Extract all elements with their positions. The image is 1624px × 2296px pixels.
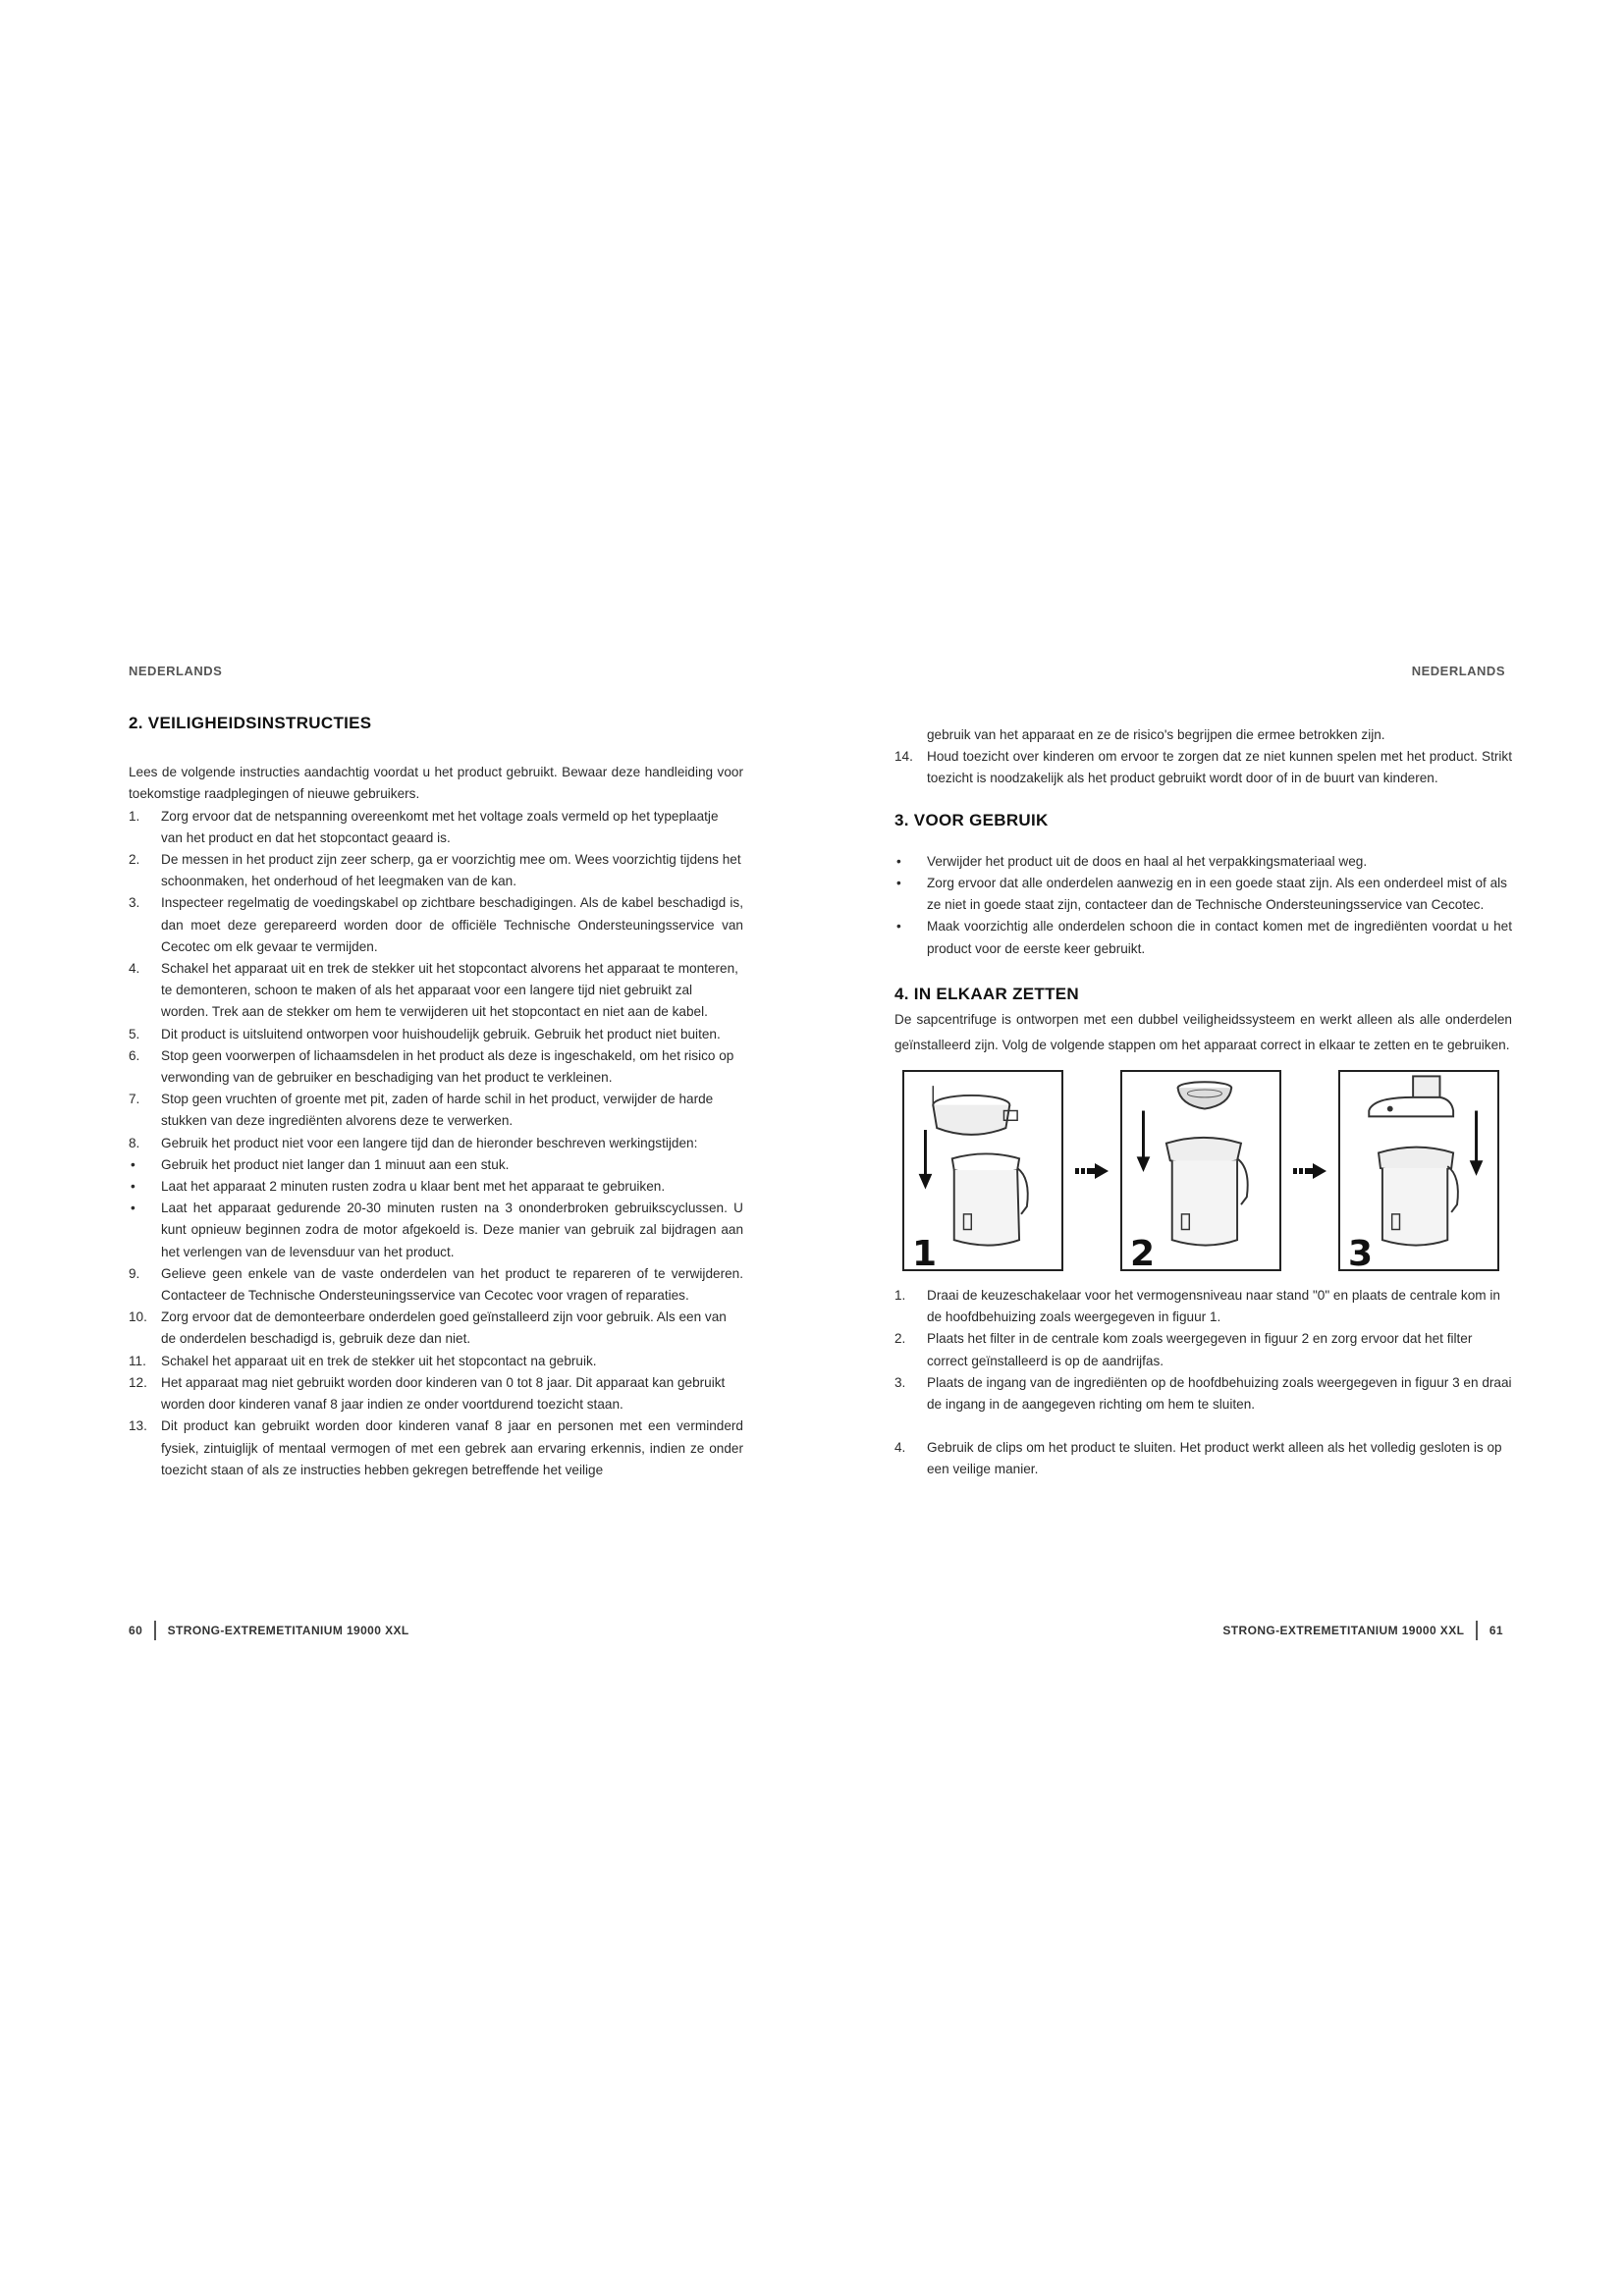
right-arrow-icon: [1291, 1070, 1328, 1271]
figure-label: 2: [1130, 1233, 1156, 1274]
assembly-step: 1. Draai de keuzeschakelaar voor het vermogensniveau naar stand "0" en plaats de centrale kom in de hoofdbehuizing zoals weergegeven in figuur 1.: [894, 1288, 1500, 1325]
figure-label: 1: [912, 1233, 938, 1274]
running-header-right: NEDERLANDS: [1411, 664, 1505, 678]
safety-item: 9. Gelieve geen enkele van de vaste onderdelen van het product te repareren of te verwijderen. Contacteer de Technische Ondersteuningsservice van Cecotec voor vragen of reparaties.: [129, 1265, 743, 1304]
footer-model-right: STRONG-EXTREMETITANIUM 19000 XXL: [1222, 1624, 1465, 1637]
before-use-bullet: • Maak voorzichtig alle onderdelen schoon die in contact komen met de ingrediënten voordat u het product voor de eerste keer gebruikt.: [896, 919, 1512, 956]
safety-bullet: • Gebruik het product niet langer dan 1 minuut aan een stuk.: [131, 1156, 510, 1172]
right-page-column: [894, 724, 1512, 1481]
running-header-left: NEDERLANDS: [129, 664, 223, 678]
assembly-step: 2. Plaats het filter in de centrale kom zoals weergegeven in figuur 2 en zorg ervoor dat het filter correct geïnstalleerd is op de aandrijfas.: [894, 1331, 1473, 1368]
footer-left: [129, 1621, 409, 1640]
footer-right: [1222, 1621, 1503, 1640]
safety-bullet: • Laat het apparaat 2 minuten rusten zodra u klaar bent met het apparaat te gebruiken.: [131, 1179, 666, 1195]
section-title-safety: 2. VEILIGHEIDSINSTRUCTIES: [129, 714, 372, 732]
section-title-assembly: 4. IN ELKAAR ZETTEN: [894, 984, 1079, 1003]
footer-model-left: STRONG-EXTREMETITANIUM 19000 XXL: [167, 1624, 409, 1637]
safety-item: 6. Stop geen voorwerpen of lichaamsdelen in het product als deze is ingeschakeld, om het risico op verwonding van de gebruiker en beschadiging van het product te verkleinen.: [129, 1047, 734, 1086]
safety-item: 13. Dit product kan gebruikt worden door kinderen vanaf 8 jaar en personen met een verminderd fysiek, zintuiglijk of mentaal vermogen of met een gebrek aan ervaring erkennis, indien ze onder toezicht staan of als ze instructies hebben gekregen betreffende het veilige: [129, 1418, 743, 1477]
assembly-panel-3: [1338, 1070, 1499, 1274]
assembly-panel-2: [1120, 1070, 1281, 1274]
footer-divider: [1476, 1621, 1478, 1640]
figure-label: 3: [1348, 1233, 1374, 1274]
before-use-bullet: • Verwijder het product uit de doos en haal al het verpakkingsmateriaal weg.: [896, 853, 1368, 869]
left-page-column: [129, 713, 743, 1481]
assembly-step: 3. Plaats de ingang van de ingrediënten op de hoofdbehuizing zoals weergegeven in figuur 3 en draai de ingang in de aangegeven richting om hem te sluiten.: [894, 1374, 1512, 1413]
safety-bullet: • Laat het apparaat gedurende 20-30 minuten rusten na 3 ononderbroken gebruikscyclussen. U kunt opnieuw beginnen zodra de motor afgekoeld is. Deze manier van gebruik zal bijdragen aan het verlengen van de levensduur van het product.: [131, 1201, 743, 1259]
safety-item: 14. Houd toezicht over kinderen om ervoor te zorgen dat ze niet kunnen spelen met het product. Strikt toezicht is noodzakelijk als het product gebruikt wordt door of in de buurt van kinderen.: [894, 749, 1512, 786]
assembly-intro: De sapcentrifuge is ontworpen met een dubbel veiligheidssysteem en werkt alleen als alle onderdelen geïnstalleerd zijn. Volg de volgende stappen om het apparaat correct in elkaar te zetten en te gebruiken.: [894, 1012, 1512, 1053]
assembly-panel-1: [902, 1070, 1063, 1274]
page-number-left: 60: [129, 1624, 143, 1637]
assembly-figure: [902, 1070, 1512, 1274]
section-title-before-use: 3. VOOR GEBRUIK: [894, 810, 1049, 829]
assembly-step: 4. Gebruik de clips om het product te sluiten. Het product werkt alleen als het volledig gesloten is op een veilige manier.: [894, 1440, 1502, 1477]
safety-intro: Lees de volgende instructies aandachtig voordat u het product gebruikt. Bewaar deze handleiding voor toekomstige raadplegingen of nieuwe gebruikers.: [129, 765, 743, 802]
page-number-right: 61: [1489, 1624, 1503, 1637]
safety-item: 3. Inspecteer regelmatig de voedingskabel op zichtbare beschadigingen. Als de kabel beschadigd is, dan moet deze gerepareerd worden door de officiële Technische Ondersteuningsservice van Cecotec om elk gevaar te vermijden.: [129, 895, 743, 954]
safety-item: 8. Gebruik het product niet voor een langere tijd dan de hieronder beschreven werkingstijden:: [129, 1135, 698, 1150]
safety-item: 12. Het apparaat mag niet gebruikt worden door kinderen van 0 tot 8 jaar. Dit apparaat kan gebruikt worden door kinderen vanaf 8 jaar indien ze onder voortdurend toezicht staan.: [129, 1374, 726, 1413]
safety-item: 11. Schakel het apparaat uit en trek de stekker uit het stopcontact na gebruik.: [129, 1353, 597, 1368]
safety-item: 4. Schakel het apparaat uit en trek de stekker uit het stopcontact alvorens het apparaat te monteren, te demonteren, schoon te maken of als het apparaat voor een langere tijd niet gebruikt zal worden. Trek aan de stekker om hem te verwijderen uit het stopcontact en niet aan de kabel.: [129, 961, 738, 1020]
safety-item: 5. Dit product is uitsluitend ontworpen voor huishoudelijk gebruik. Gebruik het product niet buiten.: [129, 1026, 721, 1041]
footer-divider: [154, 1621, 156, 1640]
safety-item-continuation: gebruik van het apparaat en ze de risico's begrijpen die ermee betrokken zijn.: [927, 727, 1385, 742]
safety-item: 7. Stop geen vruchten of groente met pit, zaden of harde schil in het product, verwijder de harde stukken van deze ingrediënten alvorens deze te verwerken.: [129, 1092, 714, 1129]
safety-item: 2. De messen in het product zijn zeer scherp, ga er voorzichtig mee om. Wees voorzichtig tijdens het schoonmaken, het onderhoud of het leegmaken van de kan.: [129, 852, 741, 889]
safety-item: 10. Zorg ervoor dat de demonteerbare onderdelen goed geïnstalleerd zijn voor gebruik. Als een van de onderdelen beschadigd is, gebruik deze dan niet.: [129, 1309, 727, 1347]
right-arrow-icon: [1073, 1070, 1110, 1271]
safety-item: 1. Zorg ervoor dat de netspanning overeenkomt met het voltage zoals vermeld op het typeplaatje van het product en dat het stopcontact geaard is.: [129, 808, 719, 845]
before-use-bullet: • Zorg ervoor dat alle onderdelen aanwezig en in een goede staat zijn. Als een onderdeel mist of als ze niet in goede staat zijn, contacteer dan de Technische Ondersteuningsservice van Cecotec.: [896, 876, 1507, 913]
